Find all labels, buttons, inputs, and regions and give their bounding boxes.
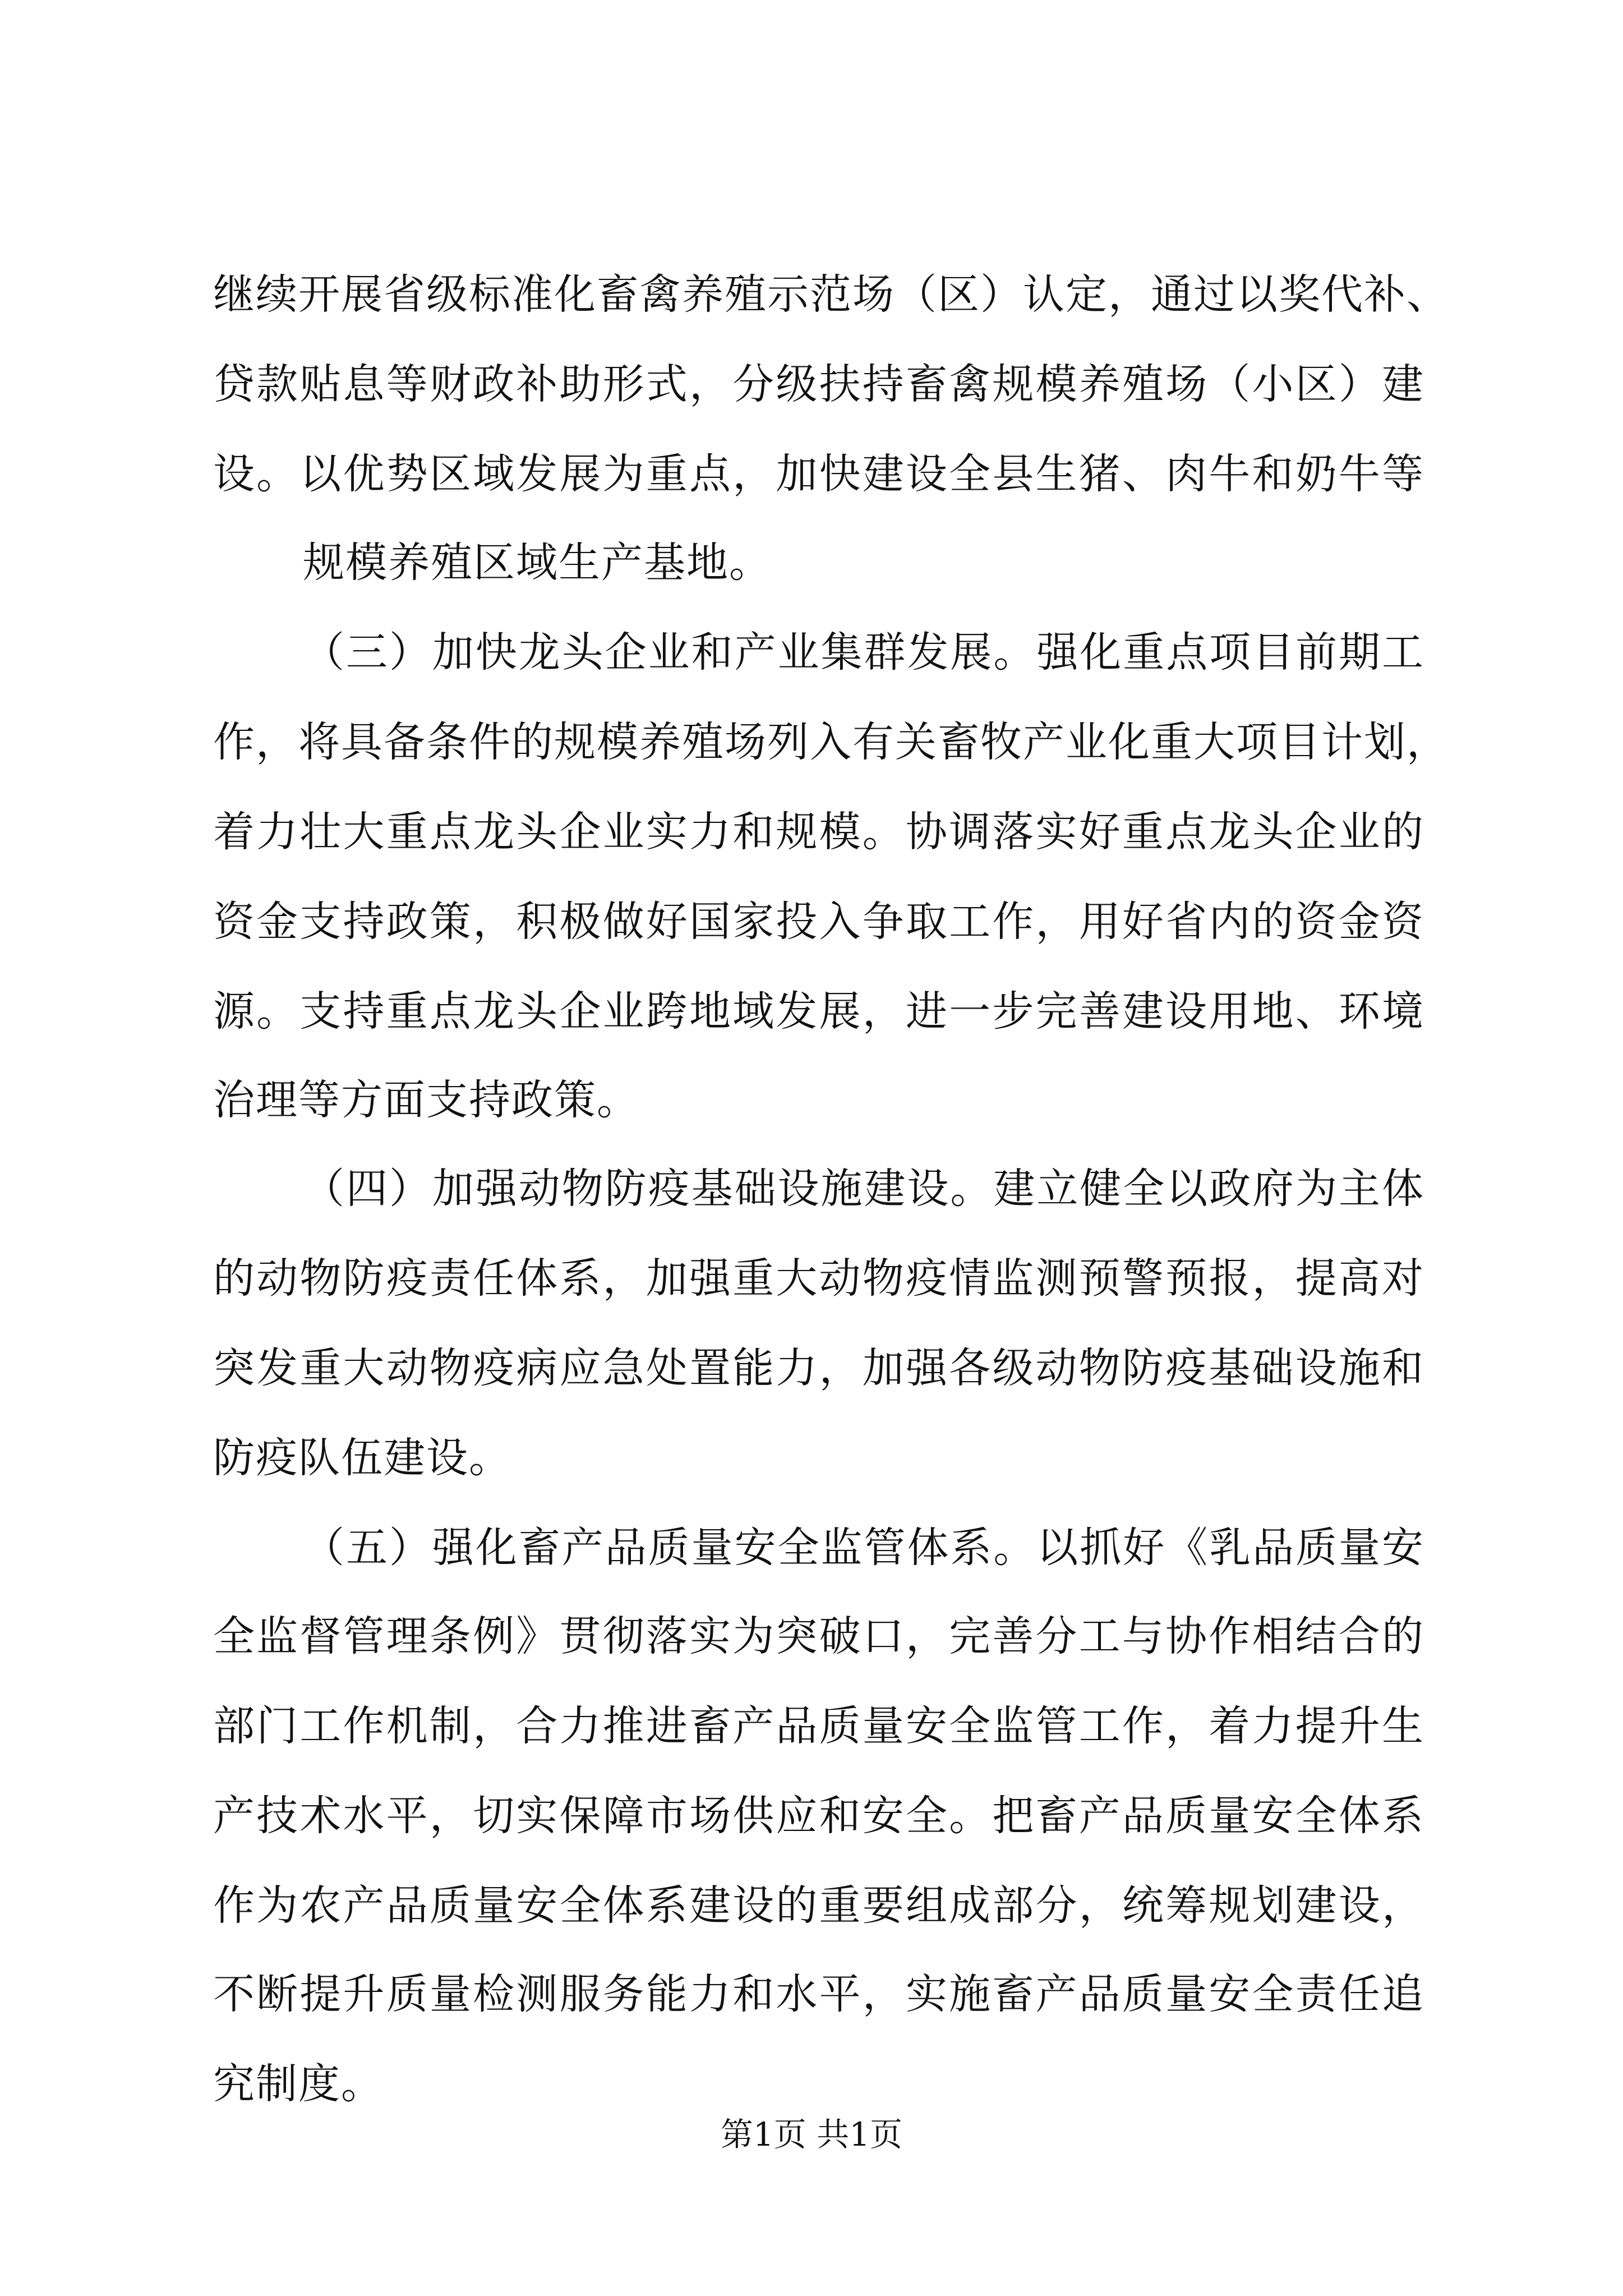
text-line: 究制度。 bbox=[213, 2060, 384, 2108]
text-line: 继续开展省级标准化畜禽养殖示范场（区）认定，通过以奖代补、 bbox=[213, 270, 1449, 319]
text-line: 全监督管理条例》贯彻落实为突破口，完善分工与协作相结合的 bbox=[213, 1612, 1424, 1660]
text-line: 防疫队伍建设。 bbox=[213, 1434, 511, 1482]
text-line: 源。支持重点龙头企业跨地域发展，进一步完善建设用地、环境 bbox=[213, 987, 1424, 1036]
text-line: 贷款贴息等财政补助形式，分级扶持畜禽规模养殖场（小区）建 bbox=[213, 360, 1424, 408]
text-line: 突发重大动物疫病应急处置能力，加强各级动物防疫基础设施和 bbox=[213, 1344, 1424, 1392]
text-line: 作，将具备条件的规模养殖场列入有关畜牧产业化重大项目计划， bbox=[213, 718, 1449, 766]
text-line: 产技术水平，切实保障市场供应和安全。把畜产品质量安全体系 bbox=[213, 1792, 1424, 1840]
text-line: 不断提升质量检测服务能力和水平，实施畜产品质量安全责任追 bbox=[213, 1970, 1424, 2018]
section-heading-line: （五）强化畜产品质量安全监管体系。以抓好《乳品质量安 bbox=[303, 1524, 1424, 1572]
text-line: 着力壮大重点龙头企业实力和规模。协调落实好重点龙头企业的 bbox=[213, 808, 1424, 856]
text-line: 资金支持政策，积极做好国家投入争取工作，用好省内的资金资 bbox=[213, 898, 1424, 946]
section-heading-line: （三）加快龙头企业和产业集群发展。强化重点项目前期工 bbox=[303, 628, 1424, 677]
text-line: 的动物防疫责任体系，加强重大动物疫情监测预警预报，提高对 bbox=[213, 1254, 1424, 1303]
section-heading-line: （四）加强动物防疫基础设施建设。建立健全以政府为主体 bbox=[303, 1165, 1424, 1213]
text-line: 作为农产品质量安全体系建设的重要组成部分，统筹规划建设， bbox=[213, 1881, 1424, 1930]
text-line: 设。以优势区域发展为重点，加快建设全县生猪、肉牛和奶牛等 bbox=[213, 450, 1424, 498]
page-footer: 第1页 共1页 bbox=[720, 2115, 903, 2154]
text-line: 规模养殖区域生产基地。 bbox=[303, 539, 772, 587]
text-line: 部门工作机制，合力推进畜产品质量安全监管工作，着力提升生 bbox=[213, 1702, 1424, 1750]
text-line: 治理等方面支持政策。 bbox=[213, 1076, 639, 1124]
